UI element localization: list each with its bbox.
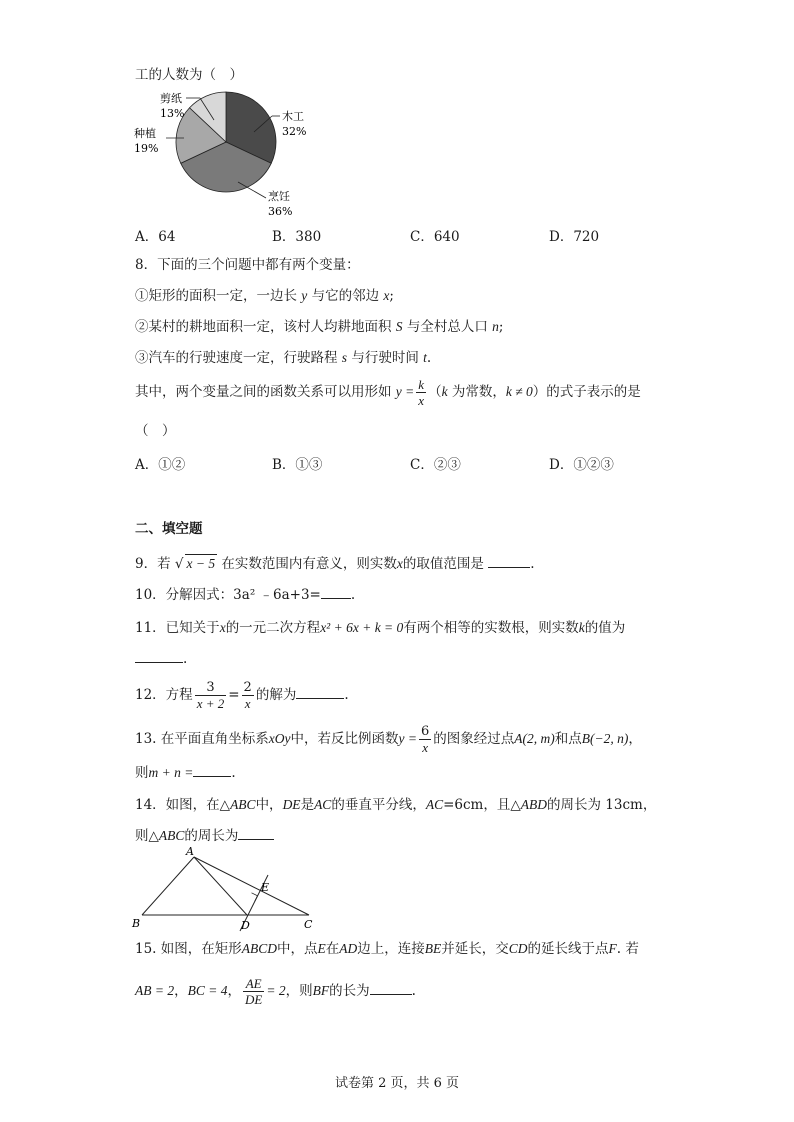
- label-a: A: [186, 845, 194, 858]
- q7-stem-tail: 工的人数为（ ）: [135, 67, 243, 83]
- section-title-fill-in: 二、填空题: [135, 521, 203, 537]
- q8-stem: 8．下面的三个问题中都有两个变量：: [135, 257, 360, 273]
- q14-triangle-figure: [128, 845, 328, 935]
- page-footer: 试卷第 2 页，共 6 页: [334, 1076, 460, 1091]
- q14-answer-blank[interactable]: [238, 827, 274, 840]
- q8-question: 其中，两个变量之间的函数关系可以用形如 y = $\frac{k}{x}$ （k 为常数，k ≠ 0）的式子表示的是: [135, 377, 641, 408]
- q12: 12．方程 $\frac{3}{x + 2}$ = $\frac{2}{x}$ 的解为 .: [135, 680, 349, 711]
- q10: 10．分解因式：3a² ﹣6a+3= .: [135, 587, 356, 603]
- segment-ac: [194, 857, 309, 915]
- q12-fraction-1: $\frac{3}{x + 2}$: [196, 680, 225, 711]
- pie-percent-种植: 19%: [134, 142, 159, 155]
- q13-line2: 则m + n = .: [135, 765, 236, 781]
- q11: 11．已知关于x的一元二次方程x² + 6x + k = 0有两个相等的实数根，则实数k的值为: [135, 620, 626, 636]
- label-e: E: [261, 881, 270, 894]
- pie-label-种植: 种植: [134, 127, 156, 140]
- pie-percent-烹饪: 36%: [268, 205, 293, 218]
- pie-label-烹饪: 烹饪: [268, 190, 290, 203]
- q15-answer-blank[interactable]: [370, 982, 412, 995]
- q13-fraction: $\frac{6}{x}$: [420, 724, 430, 755]
- q9-answer-blank[interactable]: [488, 555, 530, 568]
- q7-option-b[interactable]: B．380: [272, 229, 322, 245]
- q13: 13. 在平面直角坐标系xOy中，若反比例函数y = $\frac{6}{x}$ 的图象经过点A(2, m)和点B(−2, n)，: [135, 724, 642, 755]
- q9: 9．若 √ x − 5 在实数范围内有意义，则实数x的取值范围是 .: [135, 556, 535, 572]
- q8-option-d[interactable]: D．①②③: [549, 457, 614, 473]
- q15-line2: AB = 2，BC = 4， $\frac{AE}{DE}$ = 2，则BF的长为 .: [135, 976, 416, 1007]
- segment-ab: [142, 857, 194, 915]
- q8-item-1: ①矩形的面积一定，一边长 y 与它的邻边 x;: [135, 288, 394, 304]
- pie-label-木工: 木工: [282, 110, 304, 123]
- q14-line2: 则△ABC的周长为: [135, 827, 274, 845]
- label-c: C: [304, 918, 313, 931]
- q8-item-3: ③汽车的行驶速度一定，行驶路程 s 与行驶时间 t.: [135, 350, 432, 366]
- q7-option-a[interactable]: A．64: [135, 229, 176, 245]
- right-angle-mark: [252, 893, 258, 901]
- q7-pie-chart: [130, 86, 330, 226]
- q15: 15. 如图，在矩形ABCD中，点E在AD边上，连接BE并延长，交CD的延长线于点F. 若: [135, 941, 639, 957]
- q8-option-b[interactable]: B．①③: [272, 457, 323, 473]
- q10-answer-blank[interactable]: [321, 586, 351, 599]
- q8-item-2: ②某村的耕地面积一定，该村人均耕地面积 S 与全村总人口 n;: [135, 319, 504, 335]
- q12-answer-blank[interactable]: [296, 686, 344, 699]
- segment-ad: [194, 857, 247, 915]
- q13-answer-blank[interactable]: [193, 764, 231, 777]
- q7-option-c[interactable]: C．640: [410, 229, 460, 245]
- q8-formula-fraction: $\frac{k}{x}$: [418, 377, 425, 408]
- q14: 14．如图，在△ABC中，DE是AC的垂直平分线，AC=6cm，且△ABD的周长为 13cm，: [135, 797, 657, 813]
- q12-fraction-2: $\frac{2}{x}$: [243, 680, 252, 711]
- label-b: B: [132, 917, 141, 930]
- q11-answer-blank[interactable]: [135, 650, 183, 663]
- q8-paren: （ ）: [135, 423, 176, 439]
- q15-fraction: $\frac{AE}{DE}$: [244, 976, 263, 1007]
- q11-line2: .: [135, 650, 187, 668]
- q8-option-c[interactable]: C．②③: [410, 457, 461, 473]
- q7-option-d[interactable]: D．720: [549, 229, 600, 245]
- pie-label-剪纸: 剪纸: [160, 92, 182, 105]
- label-d: D: [241, 919, 250, 932]
- q8-option-a[interactable]: A．①②: [135, 457, 186, 473]
- pie-percent-剪纸: 13%: [160, 107, 185, 120]
- pie-percent-木工: 32%: [282, 125, 307, 138]
